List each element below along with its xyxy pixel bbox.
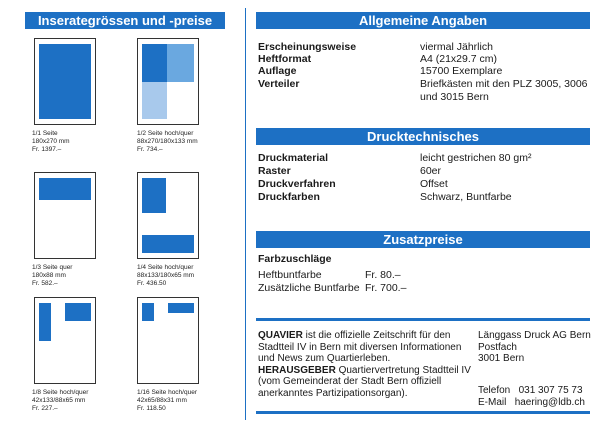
technical-value: leicht gestrichen 80 gm² xyxy=(420,152,532,164)
technical-label: Druckfarben xyxy=(258,191,320,203)
sizes-prices-header: Inserategrössen und -preise xyxy=(25,12,225,29)
extra-value: Fr. 700.– xyxy=(365,282,407,294)
ad-thumbnail-quarter-page xyxy=(137,172,199,259)
column-divider xyxy=(245,8,246,420)
ad-area xyxy=(39,178,91,200)
ad-area xyxy=(39,303,51,341)
ad-area xyxy=(167,44,194,82)
general-value: 15700 Exemplare xyxy=(420,65,503,77)
ad-thumbnail-third-page xyxy=(34,172,96,259)
technical-label: Druckmaterial xyxy=(258,152,329,164)
general-info-header: Allgemeine Angaben xyxy=(256,12,590,29)
ad-area xyxy=(142,82,167,119)
general-label: Erscheinungsweise xyxy=(258,41,357,53)
printer-address: Länggass Druck AG Bern Postfach 3001 Bern xyxy=(478,330,591,364)
ad-thumbnail-full-page xyxy=(34,38,96,125)
ad-caption-half-page: 1/2 Seite hoch/quer 88x270/180x133 mm Fr. 734.– xyxy=(137,130,198,153)
ad-area xyxy=(142,235,194,253)
general-label: Heftformat xyxy=(258,53,312,65)
ad-caption-full-page: 1/1 Seite 180x270 mm Fr. 1397.– xyxy=(32,130,70,153)
extra-label: Heftbuntfarbe xyxy=(258,269,322,281)
ad-thumbnail-sixteenth-page xyxy=(137,297,199,384)
technical-header: Drucktechnisches xyxy=(256,128,590,145)
extra-value: Fr. 80.– xyxy=(365,269,401,281)
printer-email[interactable]: E-Mail haering@ldb.ch xyxy=(478,397,585,408)
technical-value: Offset xyxy=(420,178,448,190)
ad-caption-eighth-page: 1/8 Seite hoch/quer 42x133/88x65 mm Fr. 227.– xyxy=(32,389,89,412)
ad-caption-third-page: 1/3 Seite quer 180x88 mm Fr. 582.– xyxy=(32,264,73,287)
technical-label: Raster xyxy=(258,165,291,177)
ad-area xyxy=(142,303,154,321)
ad-area xyxy=(142,178,166,213)
technical-value: Schwarz, Buntfarbe xyxy=(420,191,512,203)
quavier-description: QUAVIER ist die offizielle Zeitschrift für den Stadtteil IV in Bern mit diversen Informationen und News zum Quartierleben. HERAUSGEBER Quartiervertretung Stadtteil IV (vom Gemeinderat der Stadt Bern offiziell anerkanntes Partizipationsorgan). xyxy=(258,330,471,399)
quavier-name: QUAVIER xyxy=(258,330,303,341)
ad-area xyxy=(142,44,167,82)
color-surcharge-heading: Farbzuschläge xyxy=(258,253,332,265)
general-label: Auflage xyxy=(258,65,297,77)
bottom-rule xyxy=(256,411,590,414)
ad-thumbnail-half-page xyxy=(137,38,199,125)
ad-caption-quarter-page: 1/4 Seite hoch/quer 88x133/180x65 mm Fr. 436.50 xyxy=(137,264,195,287)
technical-value: 60er xyxy=(420,165,442,177)
ad-area xyxy=(65,303,91,321)
general-label: Verteiler xyxy=(258,78,300,90)
extra-prices-header: Zusatzpreise xyxy=(256,231,590,248)
general-value: und 3015 Bern xyxy=(420,91,489,103)
ad-area xyxy=(168,303,194,313)
general-value: Briefkästen mit den PLZ 3005, 3006 xyxy=(420,78,588,90)
general-value: viermal Jährlich xyxy=(420,41,493,53)
section-rule xyxy=(256,318,590,321)
printer-phone: Telefon 031 307 75 73 xyxy=(478,385,583,396)
extra-label: Zusätzliche Buntfarbe xyxy=(258,282,360,294)
ad-area xyxy=(39,44,91,119)
publisher-label: HERAUSGEBER xyxy=(258,364,336,376)
general-value: A4 (21x29.7 cm) xyxy=(420,53,498,65)
ad-caption-sixteenth-page: 1/16 Seite hoch/quer 42x65/88x31 mm Fr. 118.50 xyxy=(137,389,197,412)
ad-thumbnail-eighth-page xyxy=(34,297,96,384)
technical-label: Druckverfahren xyxy=(258,178,336,190)
